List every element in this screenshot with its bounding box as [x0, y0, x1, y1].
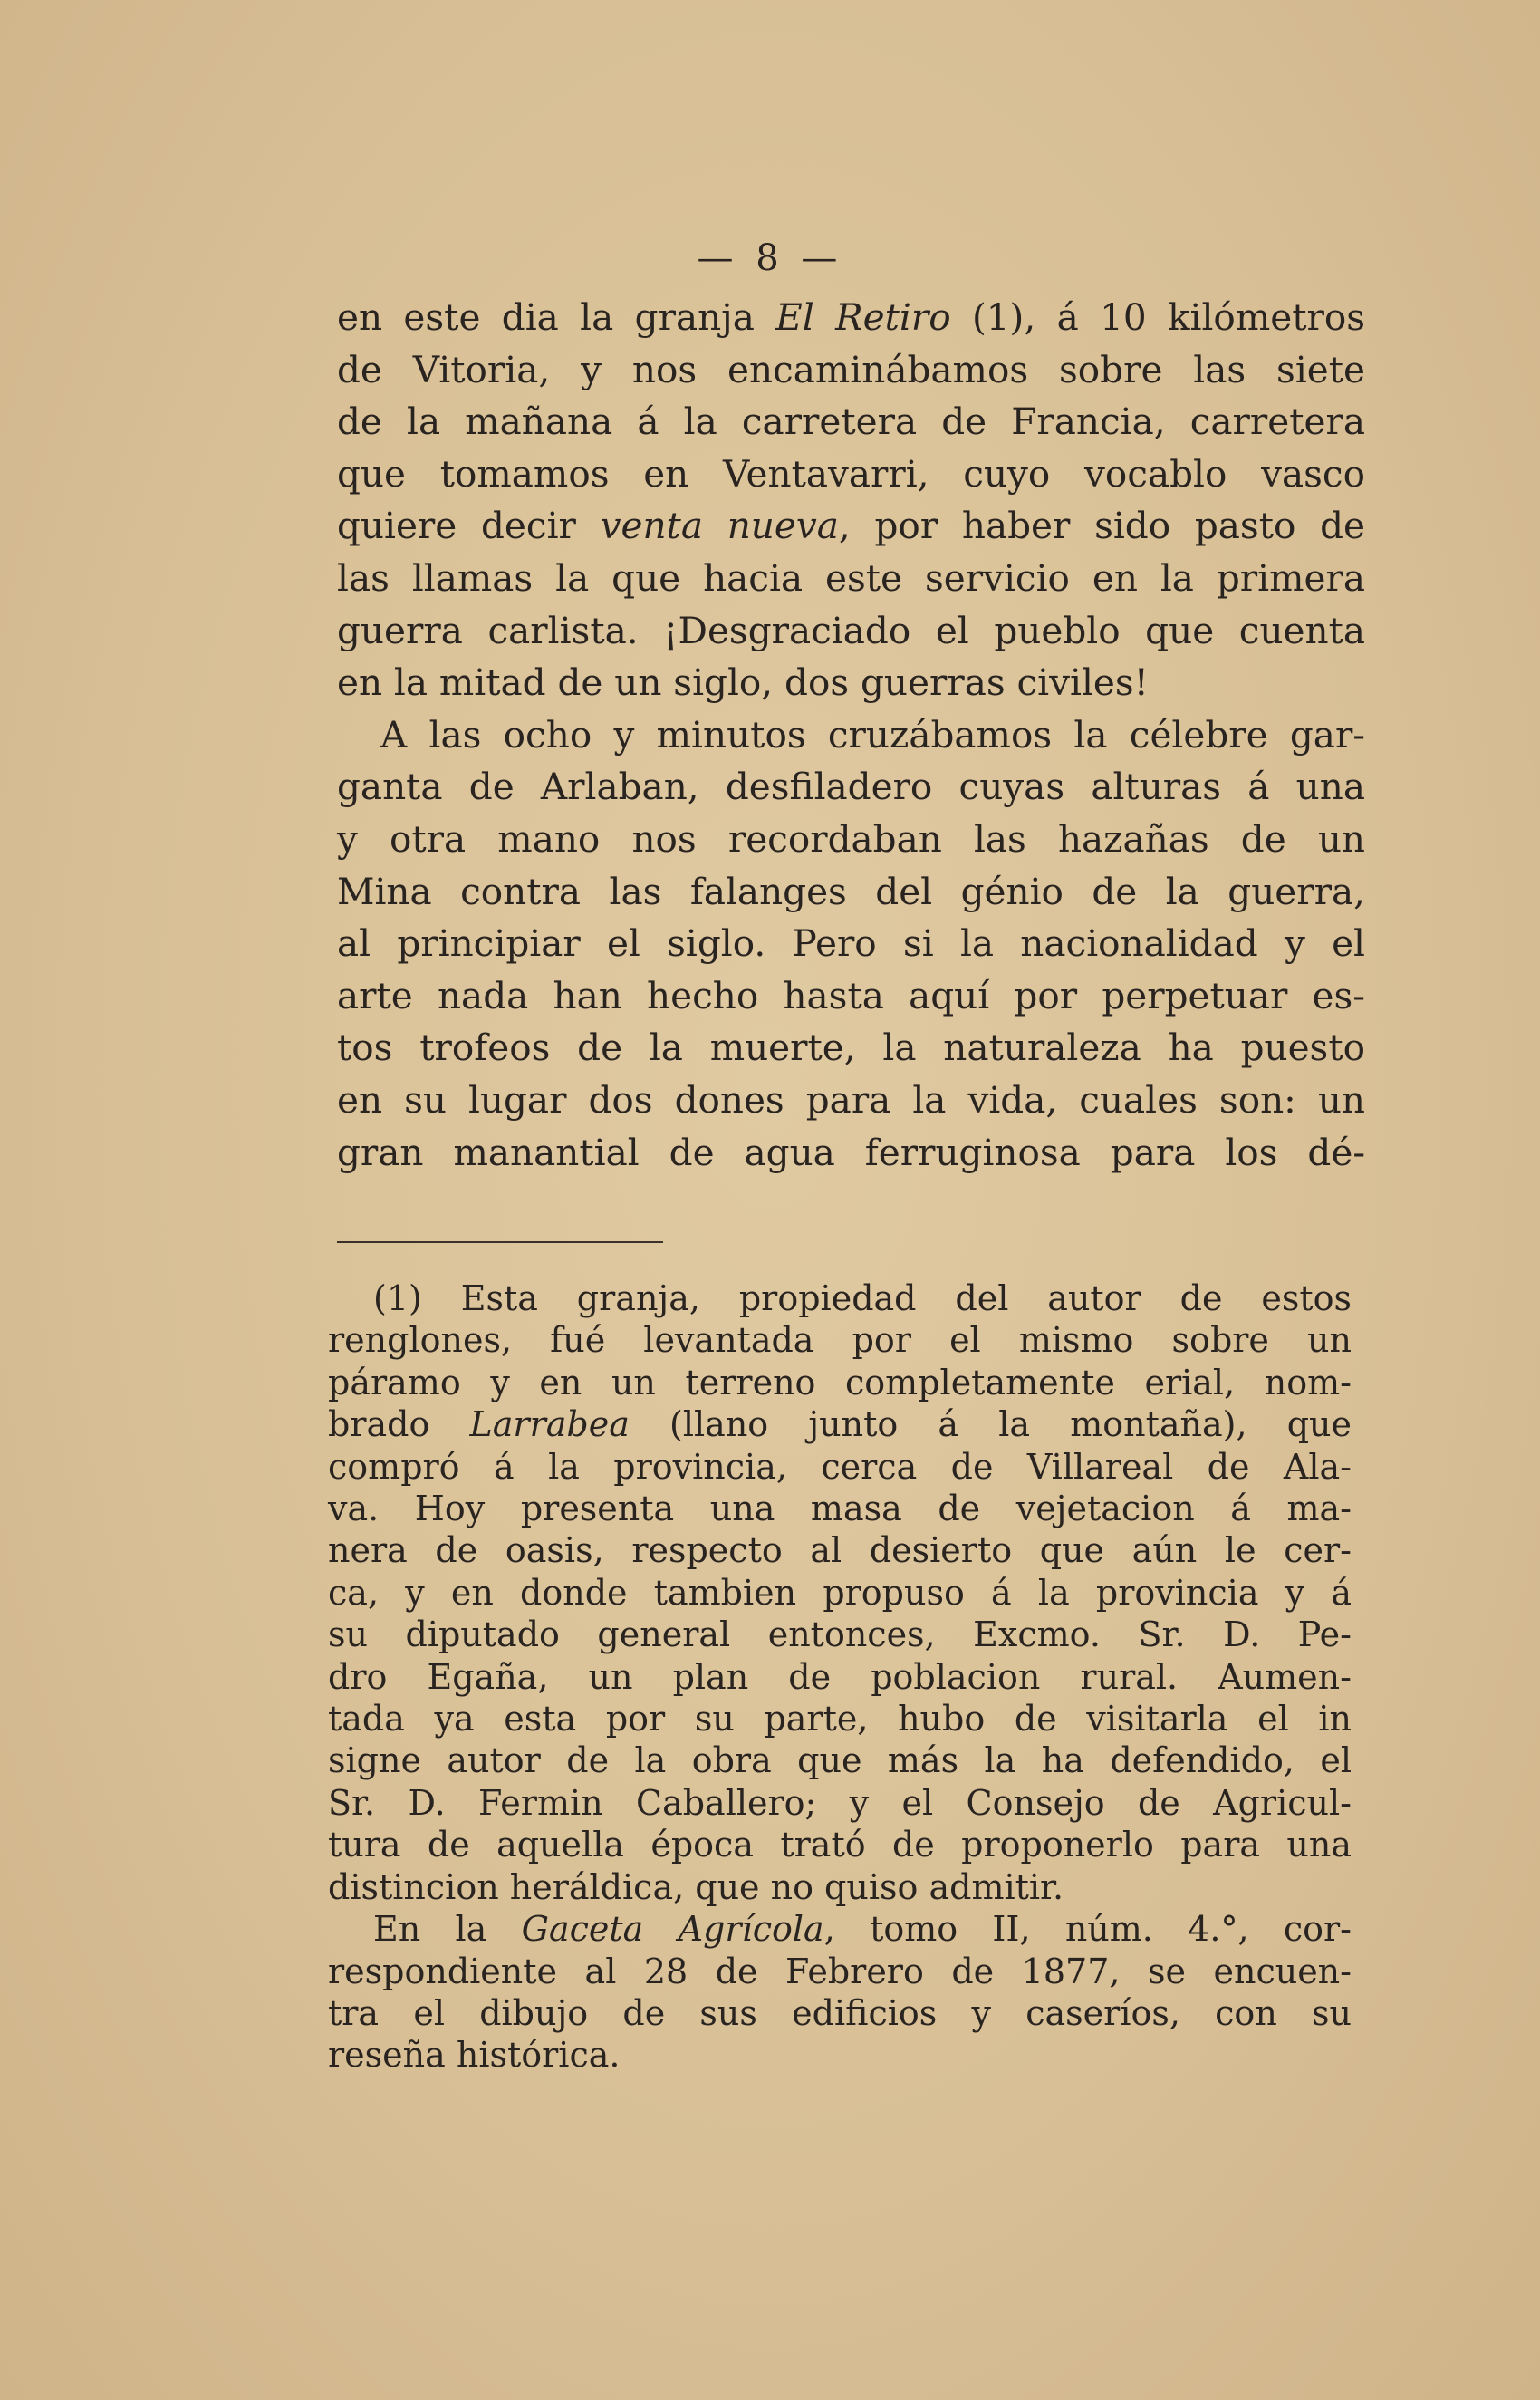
- footnote-line: En la Gaceta Agrícola, tomo II, núm. 4.°, cor-: [373, 1909, 1352, 1950]
- footnote-line: páramo y en un terreno completamente erial, nom-: [328, 1362, 1352, 1402]
- footnote-divider: [337, 1241, 663, 1243]
- footnote-line: tada ya esta por su parte, hubo de visitarla el in: [328, 1699, 1352, 1740]
- text-line: en este dia la granja El Retiro (1), á 10 kilómetros: [337, 295, 1365, 339]
- footnote-line: reseña histórica.: [328, 2035, 621, 2076]
- footnote-line: tra el dibujo de sus edificios y caseríos, con su: [328, 1992, 1352, 2033]
- footnote-line: tura de aquella época trató de proponerlo para una: [328, 1825, 1352, 1865]
- page-number: — 8 —: [697, 237, 843, 279]
- text-line: de la mañana á la carretera de Francia, carretera: [337, 400, 1365, 444]
- text-line: de Vitoria, y nos encaminábamos sobre las siete: [337, 347, 1365, 391]
- text-line: ganta de Arlaban, desfiladero cuyas alturas á una: [337, 765, 1365, 809]
- text-line: Mina contra las falanges del génio de la guerra,: [337, 869, 1365, 913]
- footnote-2: [328, 1908, 1352, 2077]
- text-line: y otra mano nos recordaban las hazañas de un: [337, 816, 1365, 861]
- text-line: al principiar el siglo. Pero si la nacionalidad y el: [337, 921, 1365, 966]
- footnote-line: compró á la provincia, cerca de Villareal de Ala-: [328, 1446, 1352, 1487]
- footnote-line: nera de oasis, respecto al desierto que aún le cer-: [328, 1530, 1352, 1571]
- text-line: las llamas la que hacia este servicio en la primera: [337, 555, 1365, 600]
- footnote-line: Sr. D. Fermin Caballero; y el Consejo de Agricul-: [328, 1782, 1352, 1823]
- text-line: A las ocho y minutos cruzábamos la célebre gar-: [380, 712, 1365, 757]
- text-line: gran manantial de agua ferruginosa para los dé-: [337, 1130, 1365, 1174]
- footnote-line: ca, y en donde tambien propuso á la provincia y á: [328, 1572, 1352, 1613]
- footnote-line: distincion heráldica, que no quiso admitir.: [328, 1866, 1064, 1907]
- footnote-line: respondiente al 28 de Febrero de 1877, se encuen-: [328, 1951, 1352, 1991]
- text-line: arte nada han hecho hasta aquí por perpetuar es-: [337, 973, 1365, 1017]
- text-line: quiere decir venta nueva, por haber sido pasto de: [337, 504, 1365, 548]
- footnote-line: renglones, fué levantada por el mismo sobre un: [328, 1320, 1352, 1361]
- footnote-line: va. Hoy presenta una masa de vejetacion á ma-: [328, 1489, 1352, 1529]
- footnote-line: dro Egaña, un plan de poblacion rural. Aumen-: [328, 1656, 1352, 1697]
- footnote-line: su diputado general entonces, Excmo. Sr. D. Pe-: [328, 1614, 1352, 1655]
- text-line: tos trofeos de la muerte, la naturaleza ha puesto: [337, 1026, 1365, 1070]
- text-line: guerra carlista. ¡Desgraciado el pueblo que cuenta: [337, 608, 1365, 652]
- text-line: que tomamos en Ventavarri, cuyo vocablo vasco: [337, 451, 1365, 496]
- footnotes: [328, 1277, 1352, 2077]
- paragraph-2: [337, 709, 1365, 1179]
- main-text: [337, 292, 1365, 1179]
- footnote-line: signe autor de la obra que más la ha defendido, el: [328, 1740, 1352, 1781]
- text-line: en la mitad de un siglo, dos guerras civiles!: [337, 660, 1149, 705]
- text-line: en su lugar dos dones para la vida, cuales son: un: [337, 1077, 1365, 1122]
- footnote-1: [328, 1277, 1352, 1908]
- paragraph-1: [337, 292, 1365, 709]
- footnote-line: brado Larrabea (llano junto á la montaña), que: [328, 1404, 1352, 1445]
- footnote-line: (1) Esta granja, propiedad del autor de estos: [373, 1278, 1352, 1318]
